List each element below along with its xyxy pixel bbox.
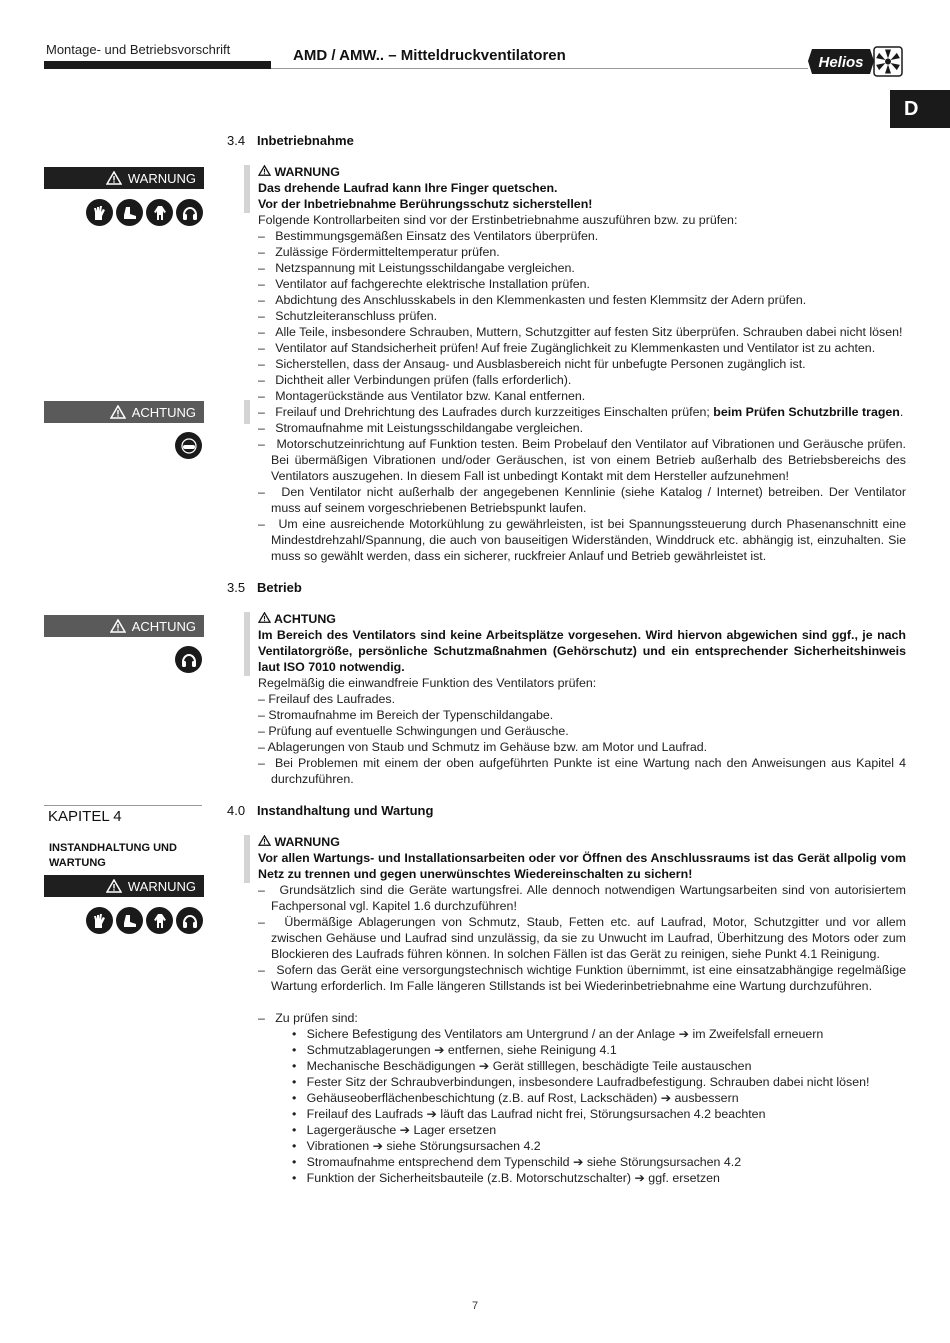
warning-bar (244, 835, 250, 883)
warning-triangle-icon (258, 612, 271, 623)
section-heading-3-4: 3.4 Inbetriebnahme (227, 133, 354, 148)
list-item: – Stromaufnahme mit Leistungsschildangabe vergleichen. (258, 421, 584, 435)
check-item: • Lagergeräusche ➔ Lager ersetzen (292, 1123, 497, 1137)
list-item: – Motorschutzeinrichtung auf Funktion testen. Beim Probelauf den Ventilator auf Vibrationen und Geräusche prüfen. Bei übermäßigen Vibrationen und/oder Geräuschen, ist von einem Betrieb außerhalb des Betriebsbereichs des Ventilators auszugehen. In diesem Fall ist unbedingt Kontakt mit dem Hersteller aufzunehmen! (258, 437, 907, 483)
warning-triangle-icon (258, 165, 271, 176)
check-item: • Freilauf des Laufrads ➔ läuft das Laufrad nicht frei, Störungsursachen 4.2 beachten (292, 1107, 766, 1121)
caution-label-operation (44, 615, 204, 637)
protective-clothing-icon (146, 907, 173, 934)
warning-triangle-icon (106, 879, 122, 893)
intro-text: Regelmäßig die einwandfreie Funktion des Ventilators prüfen: (258, 676, 597, 690)
list-item: – Den Ventilator nicht außerhalb der angegebenen Kennlinie (siehe Katalog / Internet) betreiben. Der Ventilator muss auf seinem vorgeschriebenen Betriebspunkt laufen. (258, 485, 906, 515)
warning-triangle-icon (110, 619, 126, 633)
chapter-title: KAPITEL 4 (48, 808, 122, 825)
page-number: 7 (471, 1300, 479, 1312)
warning-triangle-icon (106, 171, 122, 185)
chapter-rule (44, 805, 202, 806)
safety-goggles-icon (175, 432, 202, 459)
list-item: – Bei Problemen mit einem der oben aufgeführten Punkte ist eine Wartung nach den Anweisungen aus Kapitel 4 durchzuführen. (258, 756, 907, 786)
section-4-0-body: WARNUNG Vor allen Wartungs- und Installationsarbeiten oder vor Öffnen des Anschlussraums ist das Gerät allpolig vom Netz zu trennen und gegen unerwünschtes Wiedereinschalten zu sichern! – Grundsätzlich sind die Geräte wartungsfrei. Alle dennoch notwendigen Wartungsarbeiten sind von autorisiertem Fachpersonal vgl. Kapitel 1.6 durchzuführen! – Übermäßige Ablagerungen von Schmutz, Staub, Fetten etc. auf Laufrad, Motor, Schutzgitter und vor allem zwischen Gehäuse und Laufrad sind unzulässig, da sie zu Unwucht im Laufrad, Überhitzung des Motors oder zum Blockieren des Laufrads führen können. In solchen Fällen ist das Gerät zu reinigen, siehe Punkt 4.1 Reinigung. – Sofern das Gerät eine versorgungstechnisch wichtige Funktion übernimmt, ist eine einsatzabhängige regelmäßige Wartung erforderlich. Im Falle längeren Stillstands ist bei Wiederinbetriebnahme eine Wartung durchzuführen. – Zu prüfen sind: • Sichere Befestigung des Ventilators am Untergrund / an der Anlage ➔ im Zweifelsfall erneuern • Schmutzablagerungen ➔ entfernen, siehe Reinigung 4.1 • Mechanische Beschädigungen ➔ Gerät stilllegen, beschädigte Teile austauschen • Fester Sitz der Schraubverbindungen, insbesondere Laufradbefestigung. Schrauben dabei nicht lösen! • Gehäuseoberflächenbeschichtung (z.B. auf Rost, Lackschäden) ➔ ausbessern • Freilauf des Laufrads ➔ läuft das Laufrad nicht frei, Störungsursachen 4.2 beachten • Lagergeräusche ➔ Lager ersetzen • Vibrationen ➔ siehe Störungsursachen 4.2 • Stromaufnahme entsprechend dem Typenschild ➔ siehe Störungsursachen 4.2 • Funktion der Sicherheitsbauteile (z.B. Motorschutzschalter) ➔ ggf. ersetzen (258, 835, 907, 1185)
list-item: – Bestimmungsgemäßen Einsatz des Ventilators überprüfen. (258, 229, 599, 243)
list-item: – Schutzleiteranschluss prüfen. (258, 309, 438, 323)
caution-label-text: ACHTUNG (131, 404, 196, 420)
check-item: • Gehäuseoberflächenbeschichtung (z.B. auf Rost, Lackschäden) ➔ ausbessern (292, 1091, 739, 1105)
doc-type: Montage- und Betriebsvorschrift (46, 42, 231, 57)
warning-label-text: WARNUNG (127, 170, 196, 186)
header-bar (44, 61, 271, 69)
list-item: – Dichtheit aller Verbindungen prüfen (falls erforderlich). (258, 373, 572, 387)
list-item: – Ablagerungen von Staub und Schmutz im Gehäuse bzw. am Motor und Laufrad. (258, 740, 708, 754)
ppe-icons (86, 907, 203, 934)
logo-text: Helios (818, 54, 864, 71)
caution-label-text: ACHTUNG (131, 618, 196, 634)
chapter-subtitle: INSTANDHALTUNG UND WARTUNG (49, 842, 177, 869)
gloves-icon (86, 907, 113, 934)
ear-protection-icon (176, 907, 203, 934)
list-item: – Grundsätzlich sind die Geräte wartungsfrei. Alle dennoch notwendigen Wartungsarbeiten sind von autorisiertem Fachpersonal vgl. Kapitel 1.6 durchzuführen! (258, 883, 907, 913)
list-item: – Ventilator auf fachgerechte elektrische Installation prüfen. (258, 277, 590, 291)
check-item: • Mechanische Beschädigungen ➔ Gerät stilllegen, beschädigte Teile austauschen (292, 1059, 752, 1073)
caution-label (44, 401, 204, 423)
list-item: – Abdichtung des Anschlusskabels in den Klemmenkasten und festen Klemmsitz der Adern prüfen. (258, 293, 807, 307)
list-item: – Übermäßige Ablagerungen von Schmutz, Staub, Fetten etc. auf Laufrad, Motor, Schutzgitter und vor allem zwischen Gehäuse und Laufrad sind unzulässig, da sie zu Unwucht im Laufrad, Überhitzung des Motors oder zum Blockieren des Laufrads führen können. In solchen Fällen ist das Gerät zu reinigen, siehe Punkt 4.1 Reinigung. (258, 915, 906, 961)
warning-label (44, 167, 204, 189)
list-item: – Netzspannung mit Leistungsschildangabe vergleichen. (258, 261, 575, 275)
check-item: • Vibrationen ➔ siehe Störungsursachen 4.2 (292, 1139, 541, 1153)
section-3-4-body: WARNUNG Das drehende Laufrad kann Ihre Finger quetschen. Vor der Inbetriebnahme Berührungsschutz sicherstellen! Folgende Kontrollarbeiten sind vor der Erstinbetriebnahme auszuführen bzw. zu prüfen: – Bestimmungsgemäßen Einsatz des Ventilators überprüfen. – Zulässige Fördermitteltemperatur prüfen. – Netzspannung mit Leistungsschildangabe vergleichen. – Ventilator auf fachgerechte elektrische Installation prüfen. – Abdichtung des Anschlusskabels in den Klemmenkasten und festen Klemmsitz der Adern prüfen. – Schutzleiteranschluss prüfen. – Alle Teile, insbesondere Schrauben, Muttern, Schutzgitter auf festen Sitz überprüfen. Schrauben dabei nicht lösen! – Ventilator auf Standsicherheit prüfen! Auf freie Zugänglichkeit zu Klemmenkasten und Ventilator ist zu achten. – Sicherstellen, dass der Ansaug- und Ausblasbereich nicht für unbefugte Personen zugänglich ist. – Dichtheit aller Verbindungen prüfen (falls erforderlich). – Montagerückstände aus Ventilator bzw. Kanal entfernen. – Freilauf und Drehrichtung des Laufrades durch kurzzeitiges Einschalten prüfen; beim Prüfen Schutzbrille tragen. – Stromaufnahme mit Leistungsschildangabe vergleichen. – Motorschutzeinrichtung auf Funktion testen. Beim Probelauf den Ventilator auf Vibrationen und Geräusche prüfen. Bei übermäßigen Vibrationen und/oder Geräuschen, ist von einem Betrieb außerhalb des Betriebsbereichs des Ventilators auszugehen. In diesem Fall ist unbedingt Kontakt mit dem Hersteller aufzunehmen! – Den Ventilator nicht außerhalb der angegebenen Kennlinie (siehe Katalog / Internet) betreiben. Der Ventilator muss auf seinem vorgeschriebenen Betriebspunkt laufen. – Um eine ausreichende Motorkühlung zu gewährleisten, ist bei Spannungssteuerung durch Phasenanschnitt eine Mindestdrehzahl/Spannung, die auch von bauseitigen Widerständen, Winddruck etc. abhängig ist, einzuhalten. Sie muss so gewählt werden, dass ein sicherer, ruckfreier Anlauf und Betrieb gewährleistet ist. (258, 165, 907, 563)
ppe-icons (86, 199, 203, 226)
warning-label-maintenance (44, 875, 204, 897)
check-item: • Schmutzablagerungen ➔ entfernen, siehe Reinigung 4.1 (292, 1043, 617, 1057)
caution-bar (244, 400, 250, 424)
warning-text: Das drehende Laufrad kann Ihre Finger quetschen. (258, 181, 558, 195)
safety-boots-icon (116, 199, 143, 226)
list-item: – Sicherstellen, dass der Ansaug- und Ausblasbereich nicht für unbefugte Personen zugänglich ist. (258, 357, 806, 371)
section-heading-3-5: 3.5 Betrieb (227, 580, 302, 595)
list-item: – Sofern das Gerät eine versorgungstechnisch wichtige Funktion übernimmt, ist eine einsatzabhängige regelmäßige Wartung erforderlich. Im Falle längeren Stillstands ist bei Wiederinbetriebnahme eine Wartung durchzuführen. (258, 963, 906, 993)
warning-text: Vor allen Wartungs- und Installationsarbeiten oder vor Öffnen des Anschlussraums ist das Gerät allpolig vom Netz zu trennen und gegen unerwünschtes Wiedereinschalten zu sichern! (258, 851, 906, 881)
warning-label-text: WARNUNG (127, 878, 196, 894)
intro-text: Folgende Kontrollarbeiten sind vor der Erstinbetriebnahme auszuführen bzw. zu prüfen: (258, 213, 738, 227)
list-item: – Zulässige Fördermitteltemperatur prüfen. (258, 245, 500, 259)
list-item: – Montagerückstände aus Ventilator bzw. Kanal entfernen. (258, 389, 586, 403)
warning-bar (244, 165, 250, 213)
warning-text: Vor der Inbetriebnahme Berührungsschutz sicherstellen! (258, 197, 593, 211)
list-item: – Ventilator auf Standsicherheit prüfen! Auf freie Zugänglichkeit zu Klemmenkasten und Ventilator ist zu achten. (258, 341, 876, 355)
header-rule (271, 68, 808, 69)
check-item: • Stromaufnahme entsprechend dem Typenschild ➔ siehe Störungsursachen 4.2 (292, 1155, 742, 1169)
document-title: AMD / AMW.. – Mitteldruckventilatoren (293, 47, 566, 64)
caution-text: Im Bereich des Ventilators sind keine Arbeitsplätze vorgesehen. Wird hiervon abgewichen sind ggf., je nach Ventilatorgröße, persönliche Schutzmaßnahmen (Gehörschutz) und ein entsprechender Sicherheitshinweis laut ISO 7010 notwendig. (258, 628, 906, 674)
ear-protection-icon (175, 646, 202, 673)
language-tab: D (890, 90, 950, 128)
safety-boots-icon (116, 907, 143, 934)
list-item: – Freilauf des Laufrades. (258, 692, 396, 706)
helios-logo (808, 45, 904, 78)
gloves-icon (86, 199, 113, 226)
protective-clothing-icon (146, 199, 173, 226)
list-item: – Zu prüfen sind: (258, 1011, 358, 1025)
list-item: – Stromaufnahme im Bereich der Typenschildangabe. (258, 708, 554, 722)
warning-triangle-icon (110, 405, 126, 419)
section-3-5-body: ACHTUNG Im Bereich des Ventilators sind keine Arbeitsplätze vorgesehen. Wird hiervon abgewichen sind ggf., je nach Ventilatorgröße, persönliche Schutzmaßnahmen (Gehörschutz) und ein entsprechender Sicherheitshinweis laut ISO 7010 notwendig. Regelmäßig die einwandfreie Funktion des Ventilators prüfen: – Freilauf des Laufrades. – Stromaufnahme im Bereich der Typenschildangabe. – Prüfung auf eventuelle Schwingungen und Geräusche. – Ablagerungen von Staub und Schmutz im Gehäuse bzw. am Motor und Laufrad. – Bei Problemen mit einem der oben aufgeführten Punkte ist eine Wartung nach den Anweisungen aus Kapitel 4 durchzuführen. (258, 612, 907, 786)
warning-triangle-icon (258, 835, 271, 846)
check-item: • Funktion der Sicherheitsbauteile (z.B. Motorschutzschalter) ➔ ggf. ersetzen (292, 1171, 720, 1185)
list-item: – Alle Teile, insbesondere Schrauben, Muttern, Schutzgitter auf festen Sitz überprüfen. Schrauben dabei nicht lösen! (258, 325, 903, 339)
list-item: – Freilauf und Drehrichtung des Laufrades durch kurzzeitiges Einschalten prüfen; beim Prüfen Schutzbrille tragen. (258, 405, 904, 419)
caution-bar (244, 612, 250, 676)
ear-protection-icon (176, 199, 203, 226)
list-item: – Prüfung auf eventuelle Schwingungen und Geräusche. (258, 724, 569, 738)
list-item: – Um eine ausreichende Motorkühlung zu gewährleisten, ist bei Spannungssteuerung durch Phasenanschnitt eine Mindestdrehzahl/Spannung, die auch von bauseitigen Widerständen, Winddruck etc. abhängig ist, einzuhalten. Sie muss so gewählt werden, dass ein sicherer, ruckfreier Anlauf und Betrieb gewährleistet ist. (258, 517, 907, 563)
check-item: • Sichere Befestigung des Ventilators am Untergrund / an der Anlage ➔ im Zweifelsfall erneuern (292, 1027, 824, 1041)
check-item: • Fester Sitz der Schraubverbindungen, insbesondere Laufradbefestigung. Schrauben dabei nicht lösen! (292, 1075, 870, 1089)
section-heading-4-0: 4.0 Instandhaltung und Wartung (227, 803, 434, 818)
